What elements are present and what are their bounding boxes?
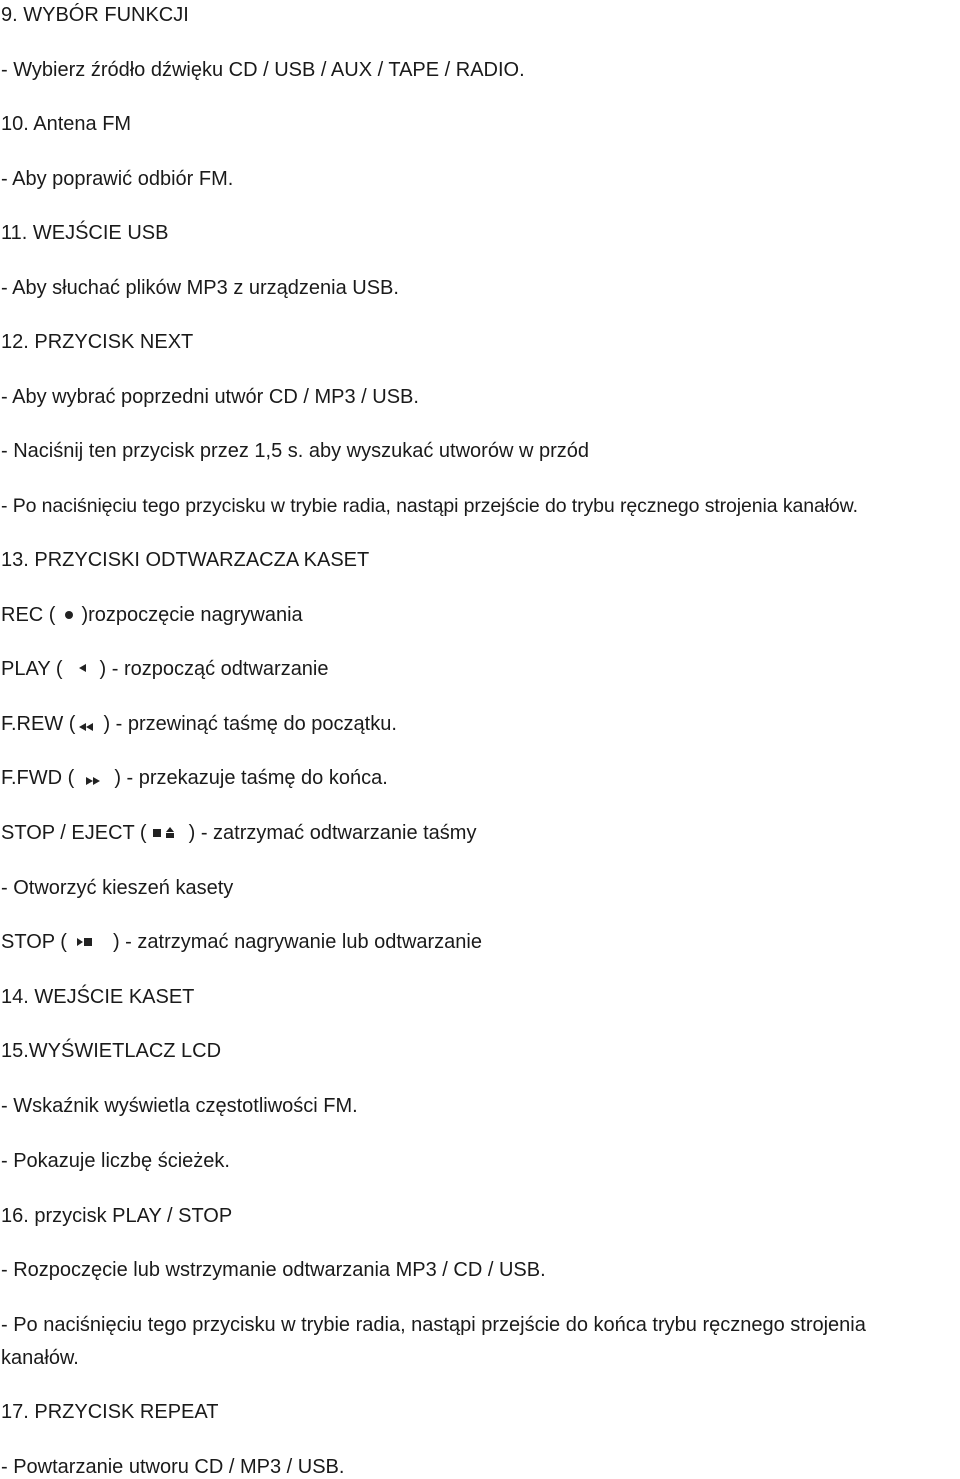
rec-description: )rozpoczęcie nagrywania [81, 604, 303, 626]
stop-eject-description: ) - zatrzymać odtwarzanie taśmy [188, 822, 477, 844]
stop-eject-label: STOP / EJECT ( [1, 822, 147, 844]
section-17-description: - Powtarzanie utworu CD / MP3 / USB. [1, 1456, 345, 1478]
section-15-description-1: - Wskaźnik wyświetla częstotliwości FM. [1, 1095, 358, 1117]
rew-label: F.REW ( [1, 713, 76, 735]
rec-line [1, 603, 303, 627]
section-11-title: 11. WEJŚCIE USB [1, 222, 169, 244]
section-15-title: 15.WYŚWIETLACZ LCD [1, 1040, 222, 1062]
section-14-title: 14. WEJŚCIE KASET [1, 986, 195, 1008]
rew-line [1, 712, 397, 736]
fwd-description: ) - przekazuje taśmę do końca. [114, 767, 388, 789]
section-12-description-1: - Aby wybrać poprzedni utwór CD / MP3 / USB. [1, 386, 419, 408]
play-description: ) - rozpocząć odtwarzanie [99, 658, 329, 680]
stop-eject-icon [151, 827, 177, 839]
stop-description: ) - zatrzymać nagrywanie lub odtwarzanie [112, 931, 482, 953]
play-triangle-icon [79, 664, 86, 672]
play-line [1, 657, 329, 681]
rew-description: ) - przewinąć taśmę do początku. [103, 713, 397, 735]
stop-label: STOP ( [1, 931, 67, 953]
section-16-description-1: - Rozpoczęcie lub wstrzymanie odtwarzania MP3 / CD / USB. [1, 1259, 546, 1281]
fast-forward-icon [86, 776, 102, 786]
section-12-title: 12. PRZYCISK NEXT [1, 331, 194, 353]
record-dot-icon [65, 611, 73, 619]
section-16-title: 16. przycisk PLAY / STOP [1, 1205, 233, 1227]
stop-eject-line [1, 821, 476, 845]
section-10-description: - Aby poprawić odbiór FM. [1, 168, 234, 190]
section-16-description-2: - Po naciśnięciu tego przycisku w trybie radia, nastąpi przejście do końca trybu ręcznego strojenia kanałów. [1, 1314, 866, 1369]
section-13-title: 13. PRZYCISKI ODTWARZACZA KASET [1, 549, 370, 571]
section-15-description-2: - Pokazuje liczbę ścieżek. [1, 1150, 230, 1172]
open-cassette-line: - Otworzyć kieszeń kasety [1, 877, 234, 899]
section-11-description: - Aby słuchać plików MP3 z urządzenia USB. [1, 277, 399, 299]
section-12-description-2: - Naciśnij ten przycisk przez 1,5 s. aby wyszukać utworów w przód [1, 440, 589, 462]
section-9-description: - Wybierz źródło dźwięku CD / USB / AUX / TAPE / RADIO. [1, 59, 525, 81]
section-12-description-3: - Po naciśnięciu tego przycisku w trybie radia, nastąpi przejście do trybu ręcznego strojenia kanałów. [1, 495, 858, 517]
fwd-line [1, 766, 388, 790]
section-10-title: 10. Antena FM [1, 113, 132, 135]
section-17-title: 17. PRZYCISK REPEAT [1, 1401, 219, 1423]
rec-label: REC ( [1, 604, 56, 626]
stop-line [1, 930, 482, 954]
play-label: PLAY ( [1, 658, 63, 680]
section-9-title: 9. WYBÓR FUNKCJI [1, 4, 189, 26]
rewind-icon [79, 722, 95, 732]
stop-icon [77, 937, 95, 947]
fwd-label: F.FWD ( [1, 767, 75, 789]
